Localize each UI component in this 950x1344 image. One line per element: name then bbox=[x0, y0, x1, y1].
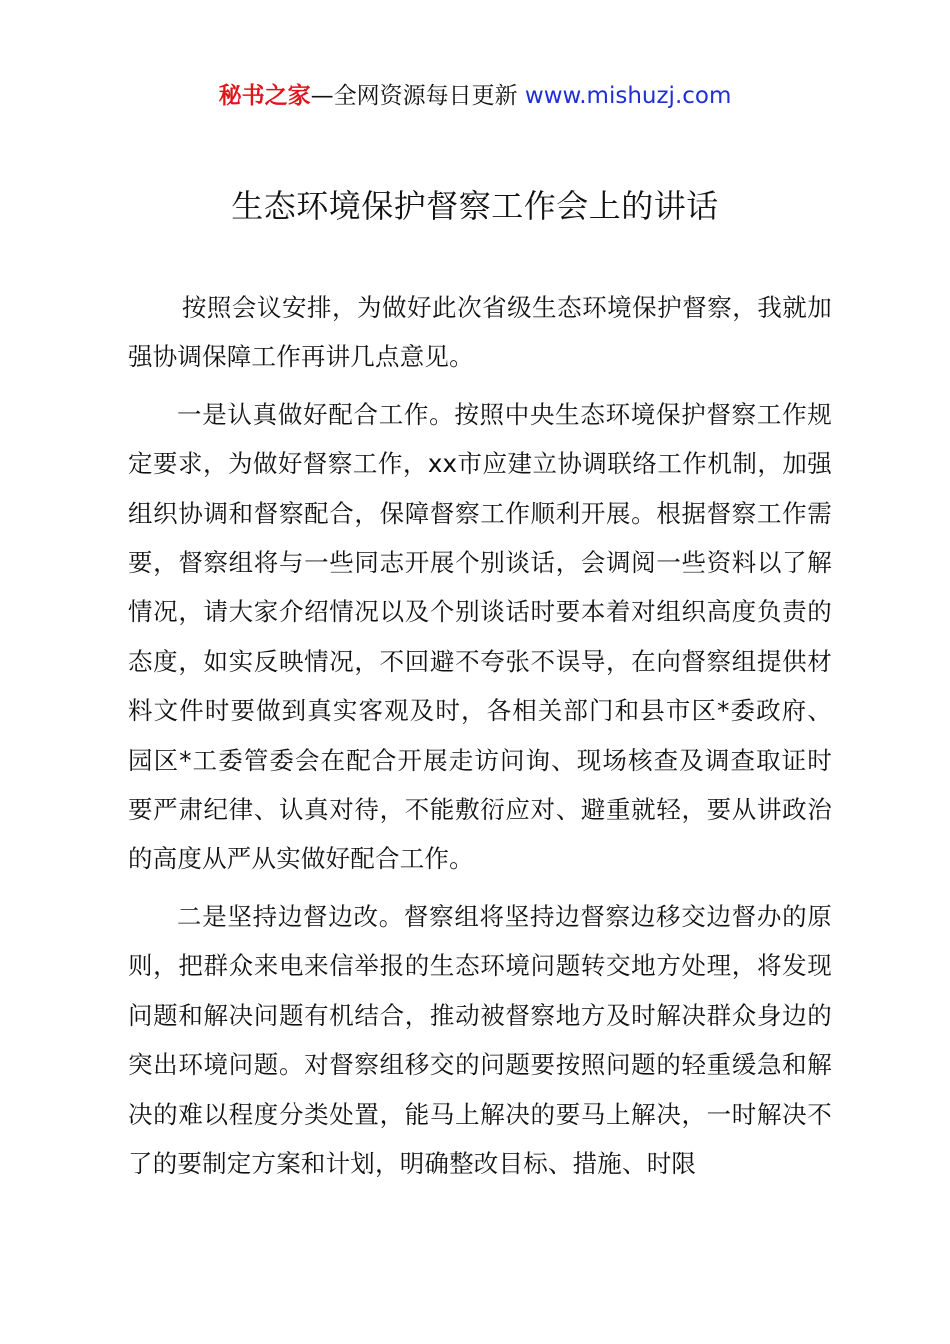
site-header bbox=[0, 80, 950, 112]
paragraph-intro: 按照会议安排，为做好此次省级生态环境保护督察，我就加强协调保障工作再讲几点意见。 bbox=[128, 293, 832, 372]
document-body bbox=[128, 283, 832, 1196]
paragraph-point-two: 二是坚持边督边改。督察组将坚持边督察边移交边督办的原则，把群众来电来信举报的生态环境问题转交地方处理，将发现问题和解决问题有机结合，推动被督察地方及时解决群众身边的突出环境问题。对督察组移交的问题要按照问题的轻重缓急和解决的难以程度分类处置，能马上解决的要马上解决，一时解决不了的要制定方案和计划，明确整改目标、措施、时限 bbox=[128, 901, 832, 1178]
site-url-link[interactable]: www.mishuzj.com bbox=[524, 83, 732, 109]
site-brand: 秘书之家 bbox=[218, 83, 311, 109]
document-title: 生态环境保护督察工作会上的讲话 bbox=[231, 187, 719, 225]
site-tagline: —全网资源每日更新 bbox=[310, 83, 518, 109]
paragraph-point-one: 一是认真做好配合工作。按照中央生态环境保护督察工作规定要求，为做好督察工作，xx市应建立协调联络工作机制，加强组织协调和督察配合，保障督察工作顺利开展。根据督察工作需要，督察组将与一些同志开展个别谈话，会调阅一些资料以了解情况，请大家介绍情况以及个别谈话时要本着对组织高度负责的态度，如实反映情况，不回避不夸张不误导，在向督察组提供材料文件时要做到真实客观及时，各相关部门和县市区*委政府、园区*工委管委会在配合开展走访问询、现场核查及调查取证时要严肃纪律、认真对待，不能敷衍应对、避重就轻，要从讲政治的高度从严从实做好配合工作。 bbox=[128, 399, 832, 874]
